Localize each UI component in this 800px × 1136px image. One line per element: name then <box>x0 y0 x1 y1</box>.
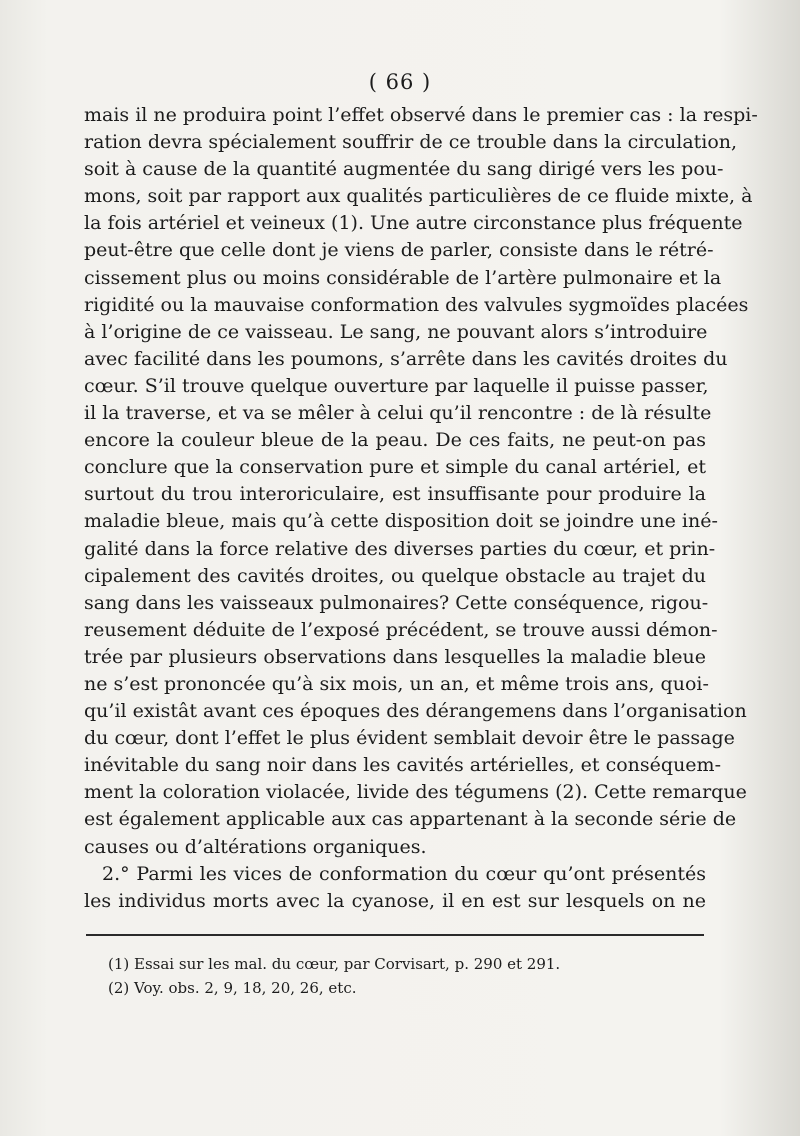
footnotes <box>108 952 628 1000</box>
text-line: mais il ne produira point l’effet observé dans le premier cas : la respi- <box>84 104 758 126</box>
text-line: ne s’est prononcée qu’à six mois, un an, et même trois ans, quoi- <box>84 672 709 695</box>
text-line: inévitable du sang noir dans les cavités artérielles, et conséquem- <box>84 754 721 777</box>
footnote-divider <box>86 934 704 936</box>
text-line: est également applicable aux cas appartenant à la seconde série de <box>84 808 737 831</box>
text-line: soit à cause de la quantité augmentée du sang dirigé vers les pou- <box>84 158 724 181</box>
text-line: cœur. S’il trouve quelque ouverture par laquelle il puisse passer, <box>84 374 709 397</box>
body-text <box>84 102 758 915</box>
footnote-1: (1) Essai sur les mal. du cœur, par Corvisart, p. 290 et 291. <box>108 955 561 973</box>
text-line: avec facilité dans les poumons, s’arrête dans les cavités droites du <box>84 347 728 370</box>
text-line: mons, soit par rapport aux qualités particulières de ce fluide mixte, à <box>84 185 753 208</box>
text-line: ment la coloration violacée, livide des tégumens (2). Cette remarque <box>84 781 747 804</box>
text-line: rigidité ou la mauvaise conformation des valvules sygmoïdes placées <box>84 293 749 316</box>
text-line: à l’origine de ce vaisseau. Le sang, ne pouvant alors s’introduire <box>84 320 708 343</box>
page-number: ( 66 ) <box>368 70 432 94</box>
text-line: galité dans la force relative des diverses parties du cœur, et prin- <box>84 537 716 560</box>
text-line: trée par plusieurs observations dans lesquelles la maladie bleue <box>84 645 706 668</box>
text-line: il la traverse, et va se mêler à celui qu’il rencontre : de là résulte <box>84 402 712 425</box>
text-line: peut-être que celle dont je viens de parler, consiste dans le rétré- <box>84 239 714 262</box>
text-line: cipalement des cavités droites, ou quelque obstacle au trajet du <box>84 564 706 587</box>
text-line: cissement plus ou moins considérable de l’artère pulmonaire et la <box>84 266 722 289</box>
text-line: la fois artériel et veineux (1). Une autre circonstance plus fréquente <box>84 212 743 235</box>
text-line: maladie bleue, mais qu’à cette disposition doit se joindre une iné- <box>84 510 718 533</box>
text-line: encore la couleur bleue de la peau. De ces faits, ne peut-on pas <box>84 429 706 452</box>
text-line: qu’il existât avant ces époques des dérangemens dans l’organisation <box>84 700 747 723</box>
text-line: causes ou d’altérations organiques. <box>84 835 427 858</box>
text-line: conclure que la conservation pure et simple du canal artériel, et <box>84 456 706 479</box>
text-line: ration devra spécialement souffrir de ce trouble dans la circulation, <box>84 131 738 154</box>
text-line: reusement déduite de l’exposé précédent, se trouve aussi démon- <box>84 618 718 641</box>
text-line: surtout du trou interoriculaire, est insuffisante pour produire la <box>84 483 706 506</box>
footnote-2: (2) Voy. obs. 2, 9, 18, 20, 26, etc. <box>108 979 357 997</box>
text-line: les individus morts avec la cyanose, il en est sur lesquels on ne <box>84 889 706 912</box>
paragraph-start-line: 2.° Parmi les vices de conformation du cœur qu’ont présentés <box>102 862 706 885</box>
text-line: du cœur, dont l’effet le plus évident semblait devoir être le passage <box>84 727 735 750</box>
text-line: sang dans les vaisseaux pulmonaires? Cette conséquence, rigou- <box>84 591 709 614</box>
